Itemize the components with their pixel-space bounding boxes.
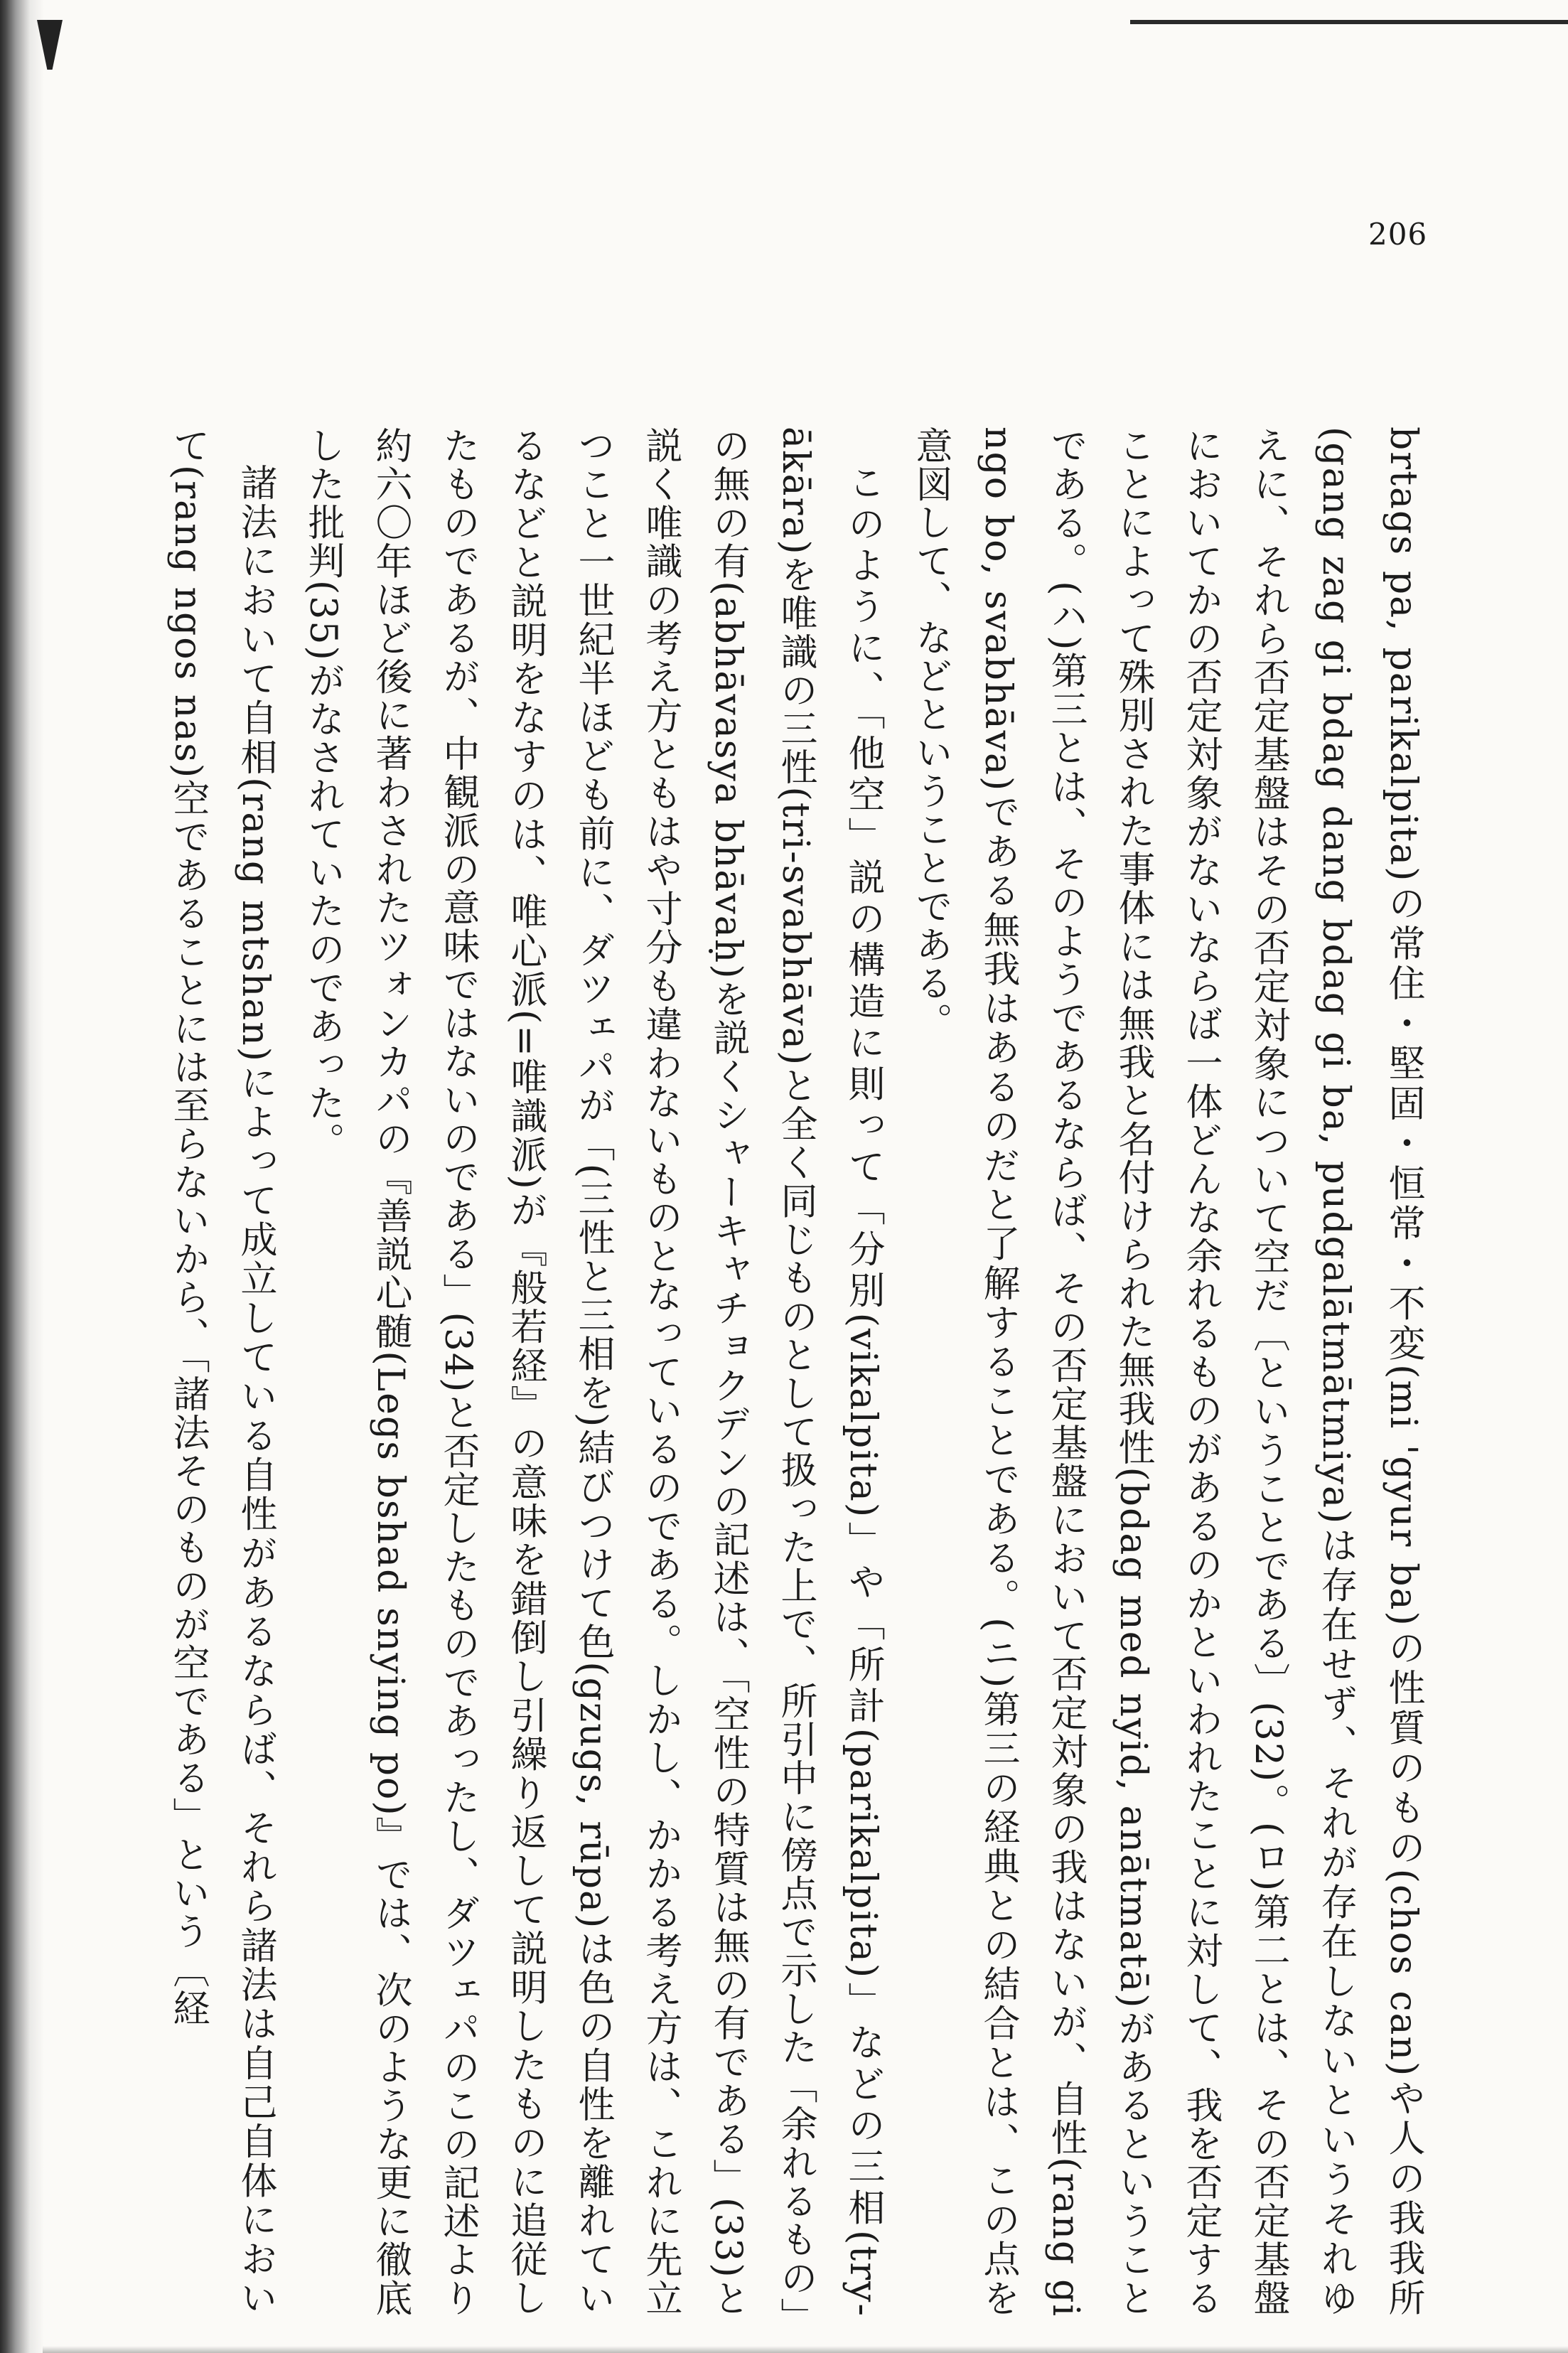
paragraph: このように、「他空」説の構造に則って「分別(vikalpita)」や「所計(parikalpita)」などの三相(try-ākāra)を唯識の三性(tri-svabhāva)と全く同じものとして扱った上で、所引中に傍点で示した「余れるもの」の無の有(abhāvasya bhāvaḥ)を説くシャーキャチョクデンの記述は、「空性の特質は無の有である」(33)と説く唯識の考え方ともはや寸分も違わないものとなっているのである。しかし、かかる考え方は、これに先立つこと一世紀半ほども前に、ダツェパが「(三性と三相を)結びつけて色(gzugs, rūpa)は色の自性を離れているなどと説明をなすのは、唯心派(=唯識派)が『般若経』の意味を錯倒し引繰り返して説明したものに追従したものであるが、中観派の意味ではないのである」(34)と否定したものであったし、ダツェパのこの記述より約六〇年ほど後に著わされたツォンカパの『善説心髄(Legs bshad snying po)』では、次のような更に徹底した批判(35)がなされていたのであった。 <box>301 427 884 2318</box>
paragraph: brtags pa, parikalpita)の常住・堅固・恒常・不変(mi 'gyur ba)の性質のもの(chos can)や人の我我所(gang zag gi bdag dang bdag gi ba, pudgalātmātmiya)は存在せず、それが存在しないというそれゆえに、それら否定基盤はその否定対象について空だ〔ということである〕(32)。(ロ)第二とは、その否定基盤においてかの否定対象がないならば一体どんな余れるものがあるのかといわれたことに対して、我を否定することによって殊別された事体には無我と名付けられた無我性(bdag med nyid, anātmatā)があるということである。(ハ)第三とは、そのようであるならば、その否定基盤において否定対象の我はないが、自性(rang gi ngo bo, svabhāva)である無我はあるのだと了解することである。(ニ)第三の経典との結合とは、この点を意図して、などということである。 <box>909 427 1424 2318</box>
scan-bottom-shadow <box>43 2346 1568 2353</box>
paragraph: 諸法において自相(rang mtshan)によって成立している自性があるならば、それら諸法は自己自体において(rang ngos nas)空であることには至らないから、「諸法そのものが空である」という〔経 <box>166 427 276 2317</box>
scan-top-rule <box>1130 20 1568 24</box>
vertical-text-body <box>100 427 1437 2317</box>
page-number: 206 <box>1368 217 1428 252</box>
scan-binding-shadow <box>0 0 44 2353</box>
